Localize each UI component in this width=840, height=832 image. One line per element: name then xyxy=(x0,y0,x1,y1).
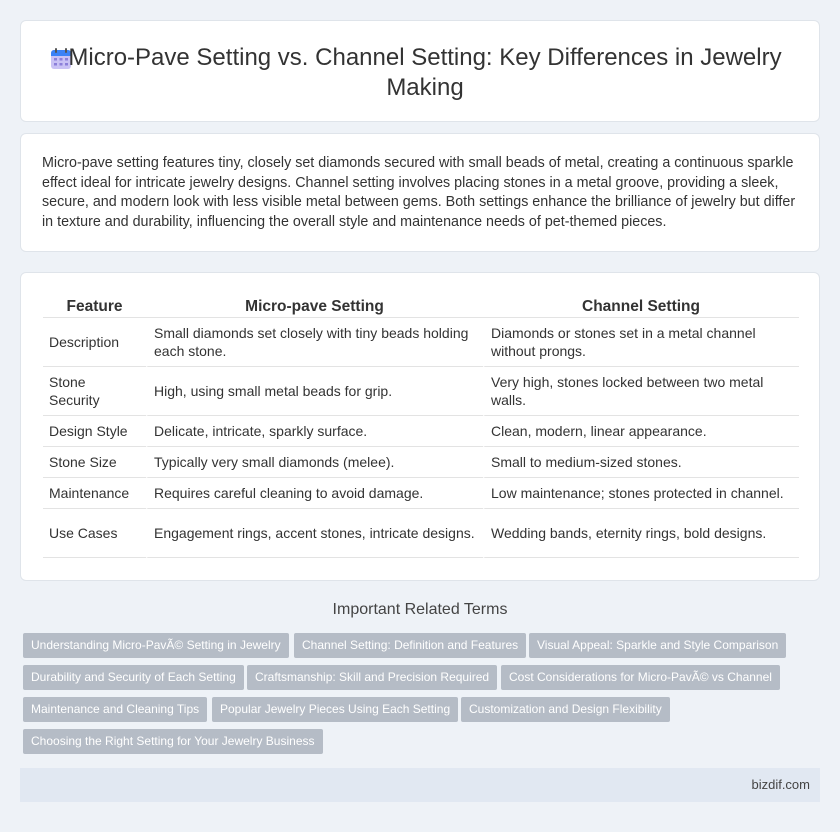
feature-cell: Stone Security xyxy=(43,367,146,416)
related-term-tag[interactable]: Cost Considerations for Micro-PavÃ© vs Channel xyxy=(501,665,780,690)
table-header-row xyxy=(43,295,799,318)
feature-cell: Stone Size xyxy=(43,447,146,478)
related-term-tag[interactable]: Channel Setting: Definition and Features xyxy=(294,633,526,658)
intro-paragraph: Micro-pave setting features tiny, closely set diamonds secured with small beads of metal, creating a continuous sparkle effect ideal for intricate jewelry designs. Channel setting involves placing stones in a metal groove, providing a sleek, secure, and modern look with less visible metal between gems. Both settings enhance the brilliance of jewelry but differ in texture and durability, influencing the overall style and maintenance needs of pet-themed pieces. xyxy=(42,155,796,230)
channel-cell: Very high, stones locked between two metal walls. xyxy=(483,367,799,416)
page-title: Micro-Pave Setting vs. Channel Setting: Key Differences in Jewelry Making xyxy=(68,44,782,101)
column-header-micro-pave: Micro-pave Setting xyxy=(146,295,483,318)
comparison-table-card xyxy=(20,272,820,581)
micro-pave-cell: Small diamonds set closely with tiny beads holding each stone. xyxy=(146,318,483,367)
related-term-tag[interactable]: Understanding Micro-PavÃ© Setting in Jewelry xyxy=(23,633,289,658)
micro-pave-cell: Typically very small diamonds (melee). xyxy=(146,447,483,478)
related-term-tag[interactable]: Visual Appeal: Sparkle and Style Comparison xyxy=(529,633,786,658)
column-header-feature: Feature xyxy=(43,295,146,318)
related-term-tag[interactable]: Durability and Security of Each Setting xyxy=(23,665,244,690)
table-row xyxy=(43,416,799,447)
footer xyxy=(20,768,820,802)
intro-card xyxy=(20,133,820,252)
column-header-channel: Channel Setting xyxy=(483,295,799,318)
table-row xyxy=(43,478,799,509)
comparison-table xyxy=(43,295,799,558)
channel-cell: Diamonds or stones set in a metal channel without prongs. xyxy=(483,318,799,367)
related-term-tag[interactable]: Craftsmanship: Skill and Precision Required xyxy=(247,665,497,690)
footer-site-link[interactable]: bizdif.com xyxy=(751,777,810,792)
micro-pave-cell: Engagement rings, accent stones, intricate designs. xyxy=(146,509,483,558)
related-term-tag[interactable]: Customization and Design Flexibility xyxy=(461,697,670,722)
channel-cell: Low maintenance; stones protected in channel. xyxy=(483,478,799,509)
title-card xyxy=(20,20,820,122)
channel-cell: Clean, modern, linear appearance. xyxy=(483,416,799,447)
related-term-tag[interactable]: Popular Jewelry Pieces Using Each Setting xyxy=(212,697,458,722)
feature-cell: Maintenance xyxy=(43,478,146,509)
channel-cell: Small to medium-sized stones. xyxy=(483,447,799,478)
feature-cell: Design Style xyxy=(43,416,146,447)
feature-cell: Use Cases xyxy=(43,509,146,558)
related-terms-heading: Important Related Terms xyxy=(332,601,508,618)
table-row xyxy=(43,367,799,416)
table-row xyxy=(43,509,799,558)
related-term-tag[interactable]: Choosing the Right Setting for Your Jewelry Business xyxy=(23,729,323,754)
micro-pave-cell: Requires careful cleaning to avoid damage. xyxy=(146,478,483,509)
feature-cell: Description xyxy=(43,318,146,367)
related-term-tag[interactable]: Maintenance and Cleaning Tips xyxy=(23,697,207,722)
micro-pave-cell: High, using small metal beads for grip. xyxy=(146,367,483,416)
table-row xyxy=(43,318,799,367)
channel-cell: Wedding bands, eternity rings, bold designs. xyxy=(483,509,799,558)
micro-pave-cell: Delicate, intricate, sparkly surface. xyxy=(146,416,483,447)
table-row xyxy=(43,447,799,478)
